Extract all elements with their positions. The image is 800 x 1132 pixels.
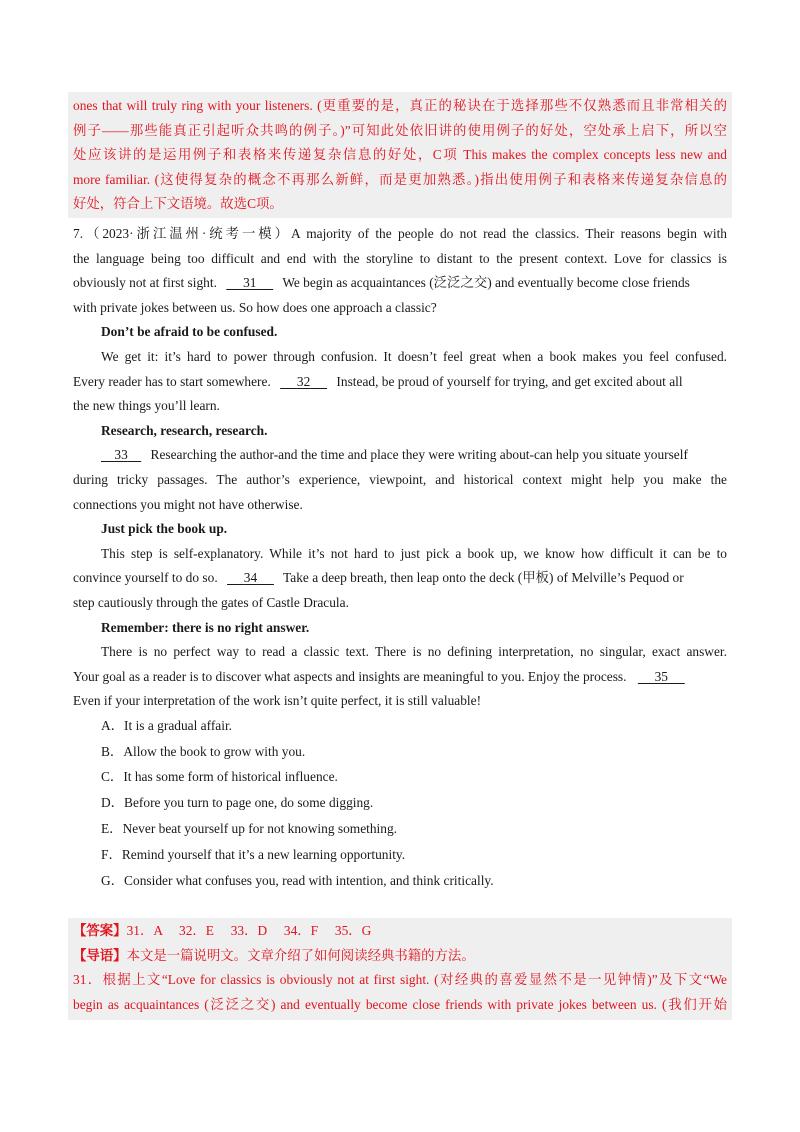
paragraph-line: step cautiously through the gates of Castle Dracula. bbox=[73, 595, 349, 610]
paragraph-line: We get it: it’s hard to power through confusion. It doesn’t feel great when a book makes you feel confused. bbox=[101, 349, 727, 364]
option-g: G．Consider what confuses you, read with intention, and think critically. bbox=[101, 873, 494, 888]
prev-explanation-line: more familiar. (这使得复杂的概念不再那么新鲜，而是更加熟悉。)指出使用例子和表格来传递复杂信息的 bbox=[73, 171, 727, 187]
paragraph-line: There is no perfect way to read a classic text. There is no defining interpretation, no singular, exact answer. bbox=[101, 644, 727, 660]
blank-33: 33 bbox=[114, 447, 128, 463]
prev-explanation-line: 好处，符合上下文语境。故选C项。 bbox=[73, 196, 283, 212]
option-b: B．Allow the book to grow with you. bbox=[101, 743, 306, 759]
paragraph-text: Instead, be proud of yourself for trying, and get excited about all bbox=[336, 373, 683, 389]
option-a: A．It is a gradual affair. bbox=[101, 718, 233, 733]
question-intro-line: 7.（2023·浙江温州·统考一模）A majority of the people do not read the classics. Their reasons begin with bbox=[73, 226, 727, 241]
option-e: E．Never beat yourself up for not knowing something. bbox=[101, 821, 398, 836]
paragraph-line: during tricky passages. The author’s experience, viewpoint, and historical context might help you make the bbox=[73, 472, 727, 487]
question-intro-line bbox=[73, 271, 727, 296]
section-heading: Just pick the book up. bbox=[101, 521, 228, 537]
paragraph-line: connections you might not have otherwise. bbox=[73, 496, 303, 512]
guide-text: 本文是一篇说明文。文章介绍了如何阅读经典书籍的方法。 bbox=[126, 947, 475, 963]
paragraph-line bbox=[73, 370, 727, 395]
paragraph-line: the new things you’ll learn. bbox=[73, 398, 220, 414]
section-heading: Remember: there is no right answer. bbox=[101, 619, 310, 635]
option-d: D．Before you turn to page one, do some digging. bbox=[101, 795, 374, 810]
blank-31: 31 bbox=[243, 275, 257, 291]
paragraph-line bbox=[73, 566, 727, 591]
section-heading: Don’t be afraid to be confused. bbox=[101, 324, 278, 340]
blank-35: 35 bbox=[654, 668, 668, 684]
question-intro-line: the language being too difficult and end with the storyline to distant to the present context. Love for classics is bbox=[73, 250, 727, 266]
prev-explanation-line: 例子——那些能真正引起听众共鸣的例子。)”可知此处依旧讲的使用例子的好处，空处承上启下，所以空 bbox=[73, 122, 727, 138]
guide-line bbox=[73, 944, 727, 969]
section-heading: Research, research, research. bbox=[101, 422, 268, 438]
option-c: C．It has some form of historical influence. bbox=[101, 769, 338, 784]
paragraph-line: This step is self-explanatory. While it’s not hard to just pick a book up, we know how difficult it can be to bbox=[101, 545, 727, 561]
explanation-line: 31．根据上文“Love for classics is obviously not at first sight. (对经典的喜爱显然不是一见钟情)”及下文“We bbox=[73, 972, 727, 988]
option-f: F．Remind yourself that it’s a new learning opportunity. bbox=[101, 847, 406, 862]
paragraph-line bbox=[101, 443, 727, 468]
answer-line bbox=[73, 919, 727, 944]
paragraph-text: Your goal as a reader is to discover what aspects and insights are meaningful to you. Enjoy the process. bbox=[73, 668, 627, 684]
answer-text: 31．A 32．E 33．D 34．F 35．G bbox=[126, 923, 372, 938]
paragraph-text: Every reader has to start somewhere. bbox=[73, 373, 271, 389]
paragraph-text: Take a deep breath, then leap onto the deck (甲板) of Melville’s Pequod or bbox=[283, 570, 684, 586]
intro-text: We begin as acquaintances (泛泛之交) and eventually become close friends bbox=[282, 275, 690, 291]
intro-text: obviously not at first sight. bbox=[73, 275, 217, 291]
guide-label: 【导语】 bbox=[73, 947, 127, 963]
paragraph-line bbox=[73, 665, 727, 690]
paragraph-text: convince yourself to do so. bbox=[73, 570, 218, 586]
prev-explanation-line: ones that will truly ring with your listeners. (更重要的是，真正的秘诀在于选择那些不仅熟悉而且非常相关的 bbox=[73, 98, 727, 113]
paragraph-line: Even if your interpretation of the work isn’t quite perfect, it is still valuable! bbox=[73, 693, 482, 709]
blank-34: 34 bbox=[243, 570, 258, 586]
prev-explanation-line: 处应该讲的是运用例子和表格来传递复杂信息的好处，C项 This makes the complex concepts less new and bbox=[73, 147, 727, 163]
answer-label: 【答案】 bbox=[73, 923, 127, 938]
blank-32: 32 bbox=[296, 373, 311, 389]
explanation-line: begin as acquaintances (泛泛之交) and eventually become close friends with private jokes between us. (我们开始 bbox=[73, 996, 727, 1012]
paragraph-text: Researching the author-and the time and place they were writing about-can help you situate yourself bbox=[150, 447, 688, 463]
question-intro-line: with private jokes between us. So how does one approach a classic? bbox=[73, 299, 437, 315]
